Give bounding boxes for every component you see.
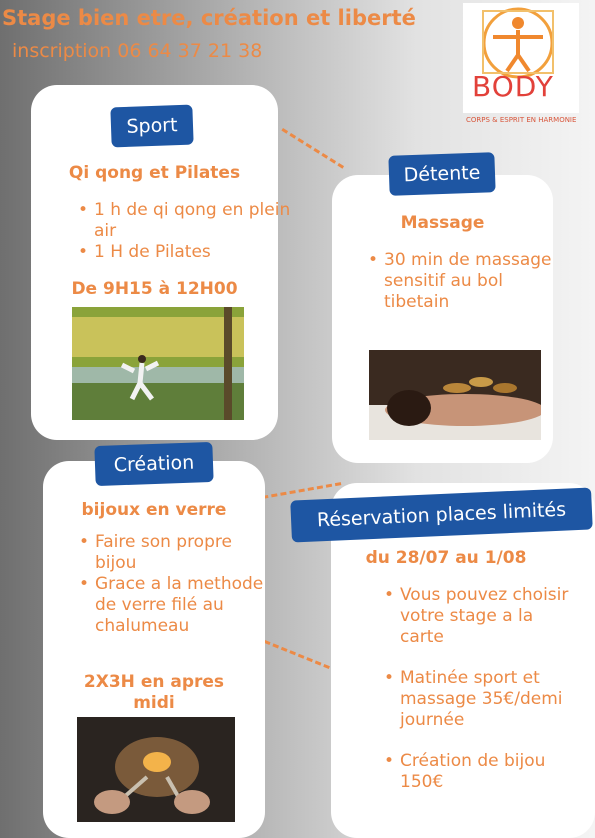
glass-photo [77, 717, 235, 822]
list-item: • Matinée sport et massage 35€/demi journée [400, 668, 580, 731]
sport-subtitle: Qi qong et Pilates [68, 163, 241, 183]
reservation-dates: du 28/07 au 1/08 [365, 548, 527, 568]
massage-photo [369, 350, 541, 440]
list-item: • Grace a la methode de verre filé au chalumeau [95, 574, 275, 637]
detente-tag: Détente [388, 152, 495, 196]
list-item: • 1 h de qi qong en plein air [94, 200, 294, 242]
creation-list [73, 532, 275, 637]
list-item: • Faire son propre bijou [95, 532, 275, 574]
creation-subtitle: bijoux en verre [81, 500, 227, 520]
creation-tag: Création [94, 442, 213, 486]
list-item: • Vous pouvez choisir votre stage a la carte [400, 585, 580, 648]
logo-word: BODY [472, 70, 554, 103]
list-item: • Création de bijou 150€ [400, 751, 580, 793]
connector-top [281, 128, 344, 169]
list-item: • 30 min de massage sensitif au bol tibetain [384, 250, 564, 313]
logo-subtitle: CORPS & ESPRIT EN HARMONIE [466, 116, 577, 124]
detente-list [362, 250, 564, 313]
creation-time: 2X3H en apres midi [83, 672, 225, 713]
detente-subtitle: Massage [400, 213, 485, 233]
sport-tag: Sport [110, 105, 193, 148]
connector-middle [262, 482, 341, 499]
phone-number: inscription 06 64 37 21 38 [12, 40, 263, 62]
reservation-list [378, 585, 580, 793]
page-title: Stage bien etre, création et liberté [2, 6, 416, 30]
qigong-photo [72, 307, 244, 420]
reservation-tag: Réservation places limités [290, 487, 593, 542]
list-item: • 1 H de Pilates [94, 242, 294, 263]
sport-time: De 9H15 à 12H00 [71, 279, 238, 299]
sport-list [72, 200, 294, 263]
connector-bottom [264, 640, 330, 669]
